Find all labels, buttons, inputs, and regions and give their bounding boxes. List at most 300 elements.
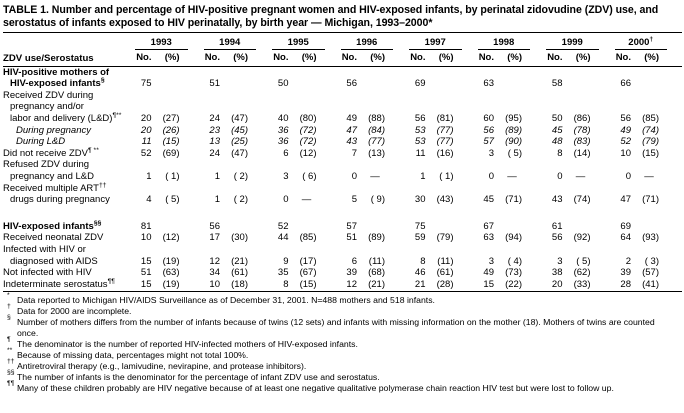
- count-value: 10: [620, 147, 631, 159]
- percent-value: (28): [436, 278, 454, 290]
- percent-value: [152, 221, 180, 233]
- table-row: [3, 78, 682, 90]
- percent-value: (79): [436, 232, 454, 244]
- value-cell: [477, 125, 546, 137]
- percent-value: (43): [436, 194, 454, 206]
- value-cell: [477, 78, 546, 90]
- value-cell: [340, 256, 409, 268]
- count-value: 38: [551, 267, 563, 279]
- percent-value: (79): [642, 136, 659, 148]
- value-cell: [134, 113, 203, 125]
- percent-value: (12): [162, 232, 180, 244]
- percent-value: (16): [436, 147, 454, 159]
- value-cell: [545, 221, 614, 233]
- count-value: 52: [277, 220, 289, 232]
- footnote-text: Many of these children probably are HIV negative because of at least one negative qualitative polymerase chain reaction HIV test but were lost to follow up.: [17, 383, 614, 394]
- count-value: 12: [346, 278, 357, 290]
- value-cell: [408, 279, 477, 291]
- percent-value: (11): [368, 255, 385, 267]
- value-cell: [203, 256, 272, 268]
- count-value: 48: [551, 136, 563, 148]
- row-label: During pregnancy: [16, 124, 91, 136]
- percent-value: (33): [573, 278, 591, 290]
- count-value: 56: [551, 232, 563, 244]
- count-value: 34: [209, 267, 220, 279]
- value-cell: [271, 221, 340, 233]
- count-value: 56: [483, 124, 494, 136]
- table-row: [3, 125, 682, 137]
- percent-value: [494, 221, 522, 233]
- percent-value: (67): [299, 267, 317, 279]
- value-cell: [134, 256, 203, 268]
- count-value: 10: [209, 278, 220, 290]
- value-cell: [408, 232, 477, 244]
- percent-value: (85): [642, 112, 659, 124]
- value-cell: [545, 194, 614, 206]
- percent-value: (77): [436, 124, 454, 136]
- count-value: 28: [620, 278, 631, 290]
- count-value: 1: [214, 194, 220, 206]
- table-row: [3, 183, 682, 195]
- value-cell: [271, 113, 340, 125]
- percent-value: (62): [573, 267, 591, 279]
- value-cell: [614, 194, 683, 206]
- count-value: No.: [410, 52, 426, 63]
- percent-value: (%): [575, 52, 591, 63]
- value-cell: [408, 267, 477, 279]
- value-cell: [614, 267, 683, 279]
- percent-value: [631, 78, 659, 90]
- value-cell: [614, 125, 683, 137]
- count-value: 3: [557, 255, 563, 267]
- value-cell: [545, 232, 614, 244]
- percent-value: (%): [644, 52, 659, 63]
- percent-value: ( 5): [165, 194, 180, 206]
- value-cell: [134, 267, 203, 279]
- count-value: 43: [551, 194, 563, 206]
- value-cell: [134, 194, 203, 206]
- percent-value: ( 1): [439, 170, 454, 182]
- count-value: 53: [414, 136, 426, 148]
- value-cell: [203, 194, 272, 206]
- value-cell: [271, 256, 340, 268]
- percent-value: (19): [162, 278, 180, 290]
- value-cell: [203, 78, 272, 90]
- percent-value: (57): [642, 267, 659, 279]
- count-value: 49: [346, 112, 357, 124]
- count-value: 52: [140, 147, 152, 159]
- percent-value: [563, 78, 591, 90]
- percent-value: (18): [231, 278, 248, 290]
- count-value: 1: [214, 170, 220, 182]
- count-value: 53: [414, 124, 426, 136]
- percent-value: (80): [299, 112, 317, 124]
- value-cell: [545, 113, 614, 125]
- value-cell: [134, 279, 203, 291]
- row-label: Received multiple ART††: [3, 181, 107, 194]
- table-body: [3, 67, 682, 291]
- row-label: Infected with HIV or: [3, 243, 86, 255]
- value-cell: [614, 78, 683, 90]
- count-value: 56: [414, 112, 426, 124]
- count-value: 1: [420, 170, 426, 182]
- value-cell: [545, 279, 614, 291]
- row-label: Received ZDV during: [3, 89, 94, 101]
- footnote-text: Because of missing data, percentages might not total 100%.: [17, 350, 249, 361]
- value-cell: [203, 267, 272, 279]
- row-label: pregnancy and/or: [10, 101, 84, 113]
- percent-value: [152, 78, 180, 90]
- count-value: 45: [483, 194, 494, 206]
- table-row: [3, 221, 682, 233]
- percent-value: ( 5): [507, 147, 522, 159]
- value-cell: [408, 113, 477, 125]
- percent-value: (74): [573, 194, 591, 206]
- stub-header: ZDV use/Serostatus: [3, 52, 94, 64]
- percent-value: (47): [231, 112, 248, 124]
- footnote: ¶¶ Many of these children probably are HIV negative because of at least one negative qualitative polymerase chain reaction HIV test but were lost to follow up.: [7, 380, 614, 394]
- count-value: 15: [140, 255, 152, 267]
- count-value: 57: [483, 136, 494, 148]
- percent-value: (19): [162, 255, 180, 267]
- value-cell: [614, 232, 683, 244]
- value-cell: [477, 171, 546, 183]
- value-cell: [408, 221, 477, 233]
- year-label: 1994: [204, 37, 257, 50]
- value-cell: [477, 221, 546, 233]
- percent-value: ( 9): [370, 194, 385, 206]
- value-cell: [134, 78, 203, 90]
- value-cell: [134, 148, 203, 160]
- percent-value: (%): [438, 52, 454, 63]
- count-value: No.: [341, 52, 357, 63]
- footnote: § Number of mothers differs from the number of infants because of twins (12 sets) and infants with missing information on the mother (18). Mothers of twins are counted once.: [7, 314, 655, 339]
- percent-value: (68): [368, 267, 385, 279]
- value-cell: [408, 136, 477, 148]
- percent-value: (61): [436, 267, 454, 279]
- percent-value: ( 2): [233, 170, 248, 182]
- year-column-header: [134, 37, 203, 50]
- percent-value: [220, 221, 248, 233]
- footnote-marker: ††: [98, 181, 107, 189]
- count-value: 75: [140, 78, 152, 90]
- value-cell: [134, 136, 203, 148]
- value-cell: [340, 113, 409, 125]
- percent-value: (25): [231, 136, 248, 148]
- year-label: 2000†: [615, 37, 668, 50]
- percent-value: (89): [368, 232, 385, 244]
- no-pct-header: [614, 52, 683, 64]
- table-row: [3, 256, 682, 268]
- row-label: Indeterminate serostatus¶¶: [3, 277, 115, 290]
- count-value: 8: [420, 255, 426, 267]
- header-years-row: [3, 37, 682, 50]
- percent-value: [357, 78, 385, 90]
- footnotes-block: [3, 292, 682, 394]
- percent-value: ( 3): [644, 255, 659, 267]
- percent-value: ( 2): [233, 194, 248, 206]
- row-label: HIV-exposed infants§: [10, 77, 105, 90]
- percent-value: (21): [368, 278, 385, 290]
- percent-value: (17): [299, 255, 317, 267]
- percent-value: (47): [231, 147, 248, 159]
- percent-value: (89): [505, 124, 522, 136]
- footnote-marker: ¶ **: [88, 146, 99, 154]
- count-value: 52: [620, 136, 631, 148]
- count-value: 39: [346, 267, 357, 279]
- value-cell: [203, 279, 272, 291]
- footnote-text: Antiretroviral therapy (e.g., lamivudine, nevirapine, and protease inhibitors).: [17, 361, 307, 372]
- percent-value: (74): [642, 124, 659, 136]
- value-cell: [614, 256, 683, 268]
- value-cell: [614, 113, 683, 125]
- percent-value: [494, 78, 522, 90]
- count-value: 56: [346, 78, 357, 90]
- percent-value: (81): [436, 112, 454, 124]
- value-cell: [477, 256, 546, 268]
- row-label: drugs during pregnancy: [10, 194, 110, 206]
- value-cell: [545, 136, 614, 148]
- count-value: 60: [483, 112, 494, 124]
- table-row: [3, 67, 682, 79]
- footnote: ** Because of missing data, percentages might not total 100%.: [7, 347, 249, 361]
- footnote-text: Data for 2000 are incomplete.: [17, 306, 132, 317]
- title-divider: [3, 32, 682, 33]
- no-pct-header: [134, 52, 203, 64]
- footnote-marker: ¶**: [112, 111, 122, 119]
- count-value: 4: [146, 194, 152, 206]
- count-value: 59: [414, 232, 426, 244]
- percent-value: (93): [642, 232, 659, 244]
- percent-value: (77): [436, 136, 454, 148]
- row-label: Did not receive ZDV¶ **: [3, 146, 99, 159]
- percent-value: —: [301, 194, 317, 206]
- count-value: 35: [277, 267, 289, 279]
- count-value: 2: [625, 255, 631, 267]
- row-label: diagnosed with AIDS: [10, 255, 98, 267]
- count-value: 7: [351, 147, 357, 159]
- count-value: 3: [488, 255, 494, 267]
- count-value: 45: [551, 124, 563, 136]
- value-cell: [477, 148, 546, 160]
- value-cell: [408, 125, 477, 137]
- year-column-header: [614, 37, 683, 50]
- percent-value: (15): [299, 278, 317, 290]
- value-cell: [614, 136, 683, 148]
- count-value: 15: [140, 278, 152, 290]
- percent-value: —: [507, 170, 522, 182]
- value-cell: [340, 267, 409, 279]
- percent-value: (15): [162, 136, 180, 148]
- count-value: 8: [283, 278, 289, 290]
- value-cell: [203, 221, 272, 233]
- no-pct-header: [545, 52, 614, 64]
- value-cell: [614, 148, 683, 160]
- count-value: 17: [209, 232, 220, 244]
- count-value: 66: [620, 78, 631, 90]
- count-value: 5: [351, 194, 357, 206]
- count-value: 51: [140, 267, 152, 279]
- year-label: 1997: [409, 37, 462, 50]
- year-label: 1993: [135, 37, 188, 50]
- percent-value: (41): [642, 278, 659, 290]
- percent-value: (%): [233, 52, 248, 63]
- footnote: †† Antiretroviral therapy (e.g., lamivudine, nevirapine, and protease inhibitors).: [7, 358, 307, 372]
- year-column-header: [340, 37, 409, 50]
- percent-value: —: [370, 170, 385, 182]
- count-value: 36: [277, 124, 289, 136]
- value-cell: [271, 232, 340, 244]
- year-column-header: [545, 37, 614, 50]
- value-cell: [614, 279, 683, 291]
- percent-value: —: [644, 170, 659, 182]
- value-cell: [408, 148, 477, 160]
- value-cell: [340, 194, 409, 206]
- count-value: No.: [478, 52, 494, 63]
- count-value: 9: [283, 255, 289, 267]
- value-cell: [477, 279, 546, 291]
- count-value: 46: [414, 267, 426, 279]
- percent-value: (69): [162, 147, 180, 159]
- count-value: 0: [351, 170, 357, 182]
- value-cell: [203, 136, 272, 148]
- percent-value: (85): [299, 232, 317, 244]
- count-value: 64: [620, 232, 631, 244]
- count-value: 75: [414, 220, 426, 232]
- count-value: 47: [620, 194, 631, 206]
- value-cell: [477, 267, 546, 279]
- count-value: 21: [414, 278, 426, 290]
- count-value: 6: [351, 255, 357, 267]
- count-value: 20: [551, 278, 563, 290]
- value-cell: [203, 113, 272, 125]
- count-value: 81: [140, 220, 152, 232]
- table-title: [3, 4, 682, 30]
- table-row: [3, 159, 682, 171]
- value-cell: [203, 232, 272, 244]
- count-value: 56: [209, 220, 220, 232]
- footnote-text: The number of infants is the denominator for the percentage of infant ZDV use and serostatus.: [17, 372, 380, 383]
- count-value: No.: [547, 52, 563, 63]
- count-value: 10: [140, 232, 152, 244]
- footnote-marker: §§: [93, 219, 102, 227]
- count-value: 24: [209, 112, 220, 124]
- value-cell: [477, 113, 546, 125]
- value-cell: [408, 171, 477, 183]
- count-value: No.: [273, 52, 289, 63]
- value-cell: [614, 171, 683, 183]
- count-value: 15: [483, 278, 494, 290]
- year-column-header: [408, 37, 477, 50]
- value-cell: [477, 136, 546, 148]
- percent-value: (73): [505, 267, 522, 279]
- count-value: 36: [277, 136, 289, 148]
- count-value: 20: [140, 124, 152, 136]
- year-column-header: [203, 37, 272, 50]
- table-row: [3, 113, 682, 125]
- percent-value: ( 1): [165, 170, 180, 182]
- count-value: 8: [557, 147, 563, 159]
- count-value: 47: [346, 124, 357, 136]
- table-row: [3, 90, 682, 102]
- value-cell: [545, 148, 614, 160]
- percent-value: (78): [573, 124, 591, 136]
- row-label: HIV-positive mothers of: [3, 66, 110, 78]
- count-value: 0: [283, 194, 289, 206]
- percent-value: (13): [368, 147, 385, 159]
- percent-value: (83): [573, 136, 591, 148]
- count-value: 58: [551, 78, 563, 90]
- table-row: [3, 244, 682, 256]
- value-cell: [271, 279, 340, 291]
- count-value: 44: [277, 232, 289, 244]
- value-cell: [271, 136, 340, 148]
- percent-value: (72): [299, 136, 317, 148]
- value-cell: [271, 267, 340, 279]
- percent-value: (14): [573, 147, 591, 159]
- percent-value: (11): [437, 255, 454, 267]
- value-cell: [203, 148, 272, 160]
- percent-value: (30): [231, 232, 248, 244]
- row-label: During L&D: [16, 136, 66, 148]
- footnote-marker: †: [649, 36, 654, 43]
- value-cell: [340, 232, 409, 244]
- percent-value: (92): [573, 232, 591, 244]
- footnote: §§ The number of infants is the denominator for the percentage of infant ZDV use and serostatus.: [7, 369, 380, 383]
- count-value: 49: [620, 124, 631, 136]
- percent-value: (%): [301, 52, 317, 63]
- value-cell: [203, 125, 272, 137]
- value-cell: [408, 194, 477, 206]
- table-title-line-2: serostatus of infants exposed to HIV perinatally, by birth year — Michigan, 1993–2000*: [3, 17, 433, 29]
- percent-value: [289, 221, 317, 233]
- value-cell: [271, 194, 340, 206]
- percent-value: (%): [164, 52, 180, 63]
- footnote: * Data reported to Michigan HIV/AIDS Surveillance as of December 31, 2001. N=488 mothers and 518 infants.: [7, 292, 435, 306]
- footnote-text: The denominator is the number of reported HIV-infected mothers of HIV-exposed infants.: [17, 339, 358, 350]
- table-row: [3, 148, 682, 160]
- percent-value: (21): [231, 255, 248, 267]
- percent-value: (12): [299, 147, 317, 159]
- row-label: Refused ZDV during: [3, 159, 90, 171]
- count-value: 51: [209, 78, 220, 90]
- percent-value: —: [575, 170, 591, 182]
- value-cell: [545, 267, 614, 279]
- table-row: [3, 136, 682, 148]
- count-value: 63: [483, 232, 494, 244]
- value-cell: [340, 171, 409, 183]
- table-row: [3, 194, 682, 206]
- count-value: 0: [557, 170, 563, 182]
- percent-value: (86): [573, 112, 591, 124]
- percent-value: (63): [162, 267, 180, 279]
- count-value: 30: [414, 194, 426, 206]
- count-value: 43: [346, 136, 357, 148]
- count-value: 11: [415, 147, 426, 159]
- footnote: † Data for 2000 are incomplete.: [7, 303, 132, 317]
- percent-value: [289, 78, 317, 90]
- year-label: 1995: [272, 37, 325, 50]
- percent-value: (84): [368, 124, 385, 136]
- count-value: No.: [204, 52, 220, 63]
- stub-spacer: [3, 37, 134, 50]
- value-cell: [340, 78, 409, 90]
- percent-value: (72): [299, 124, 317, 136]
- year-label: 1999: [546, 37, 599, 50]
- percent-value: (77): [368, 136, 385, 148]
- row-label: labor and delivery (L&D)¶**: [10, 111, 122, 124]
- percent-value: (45): [231, 124, 248, 136]
